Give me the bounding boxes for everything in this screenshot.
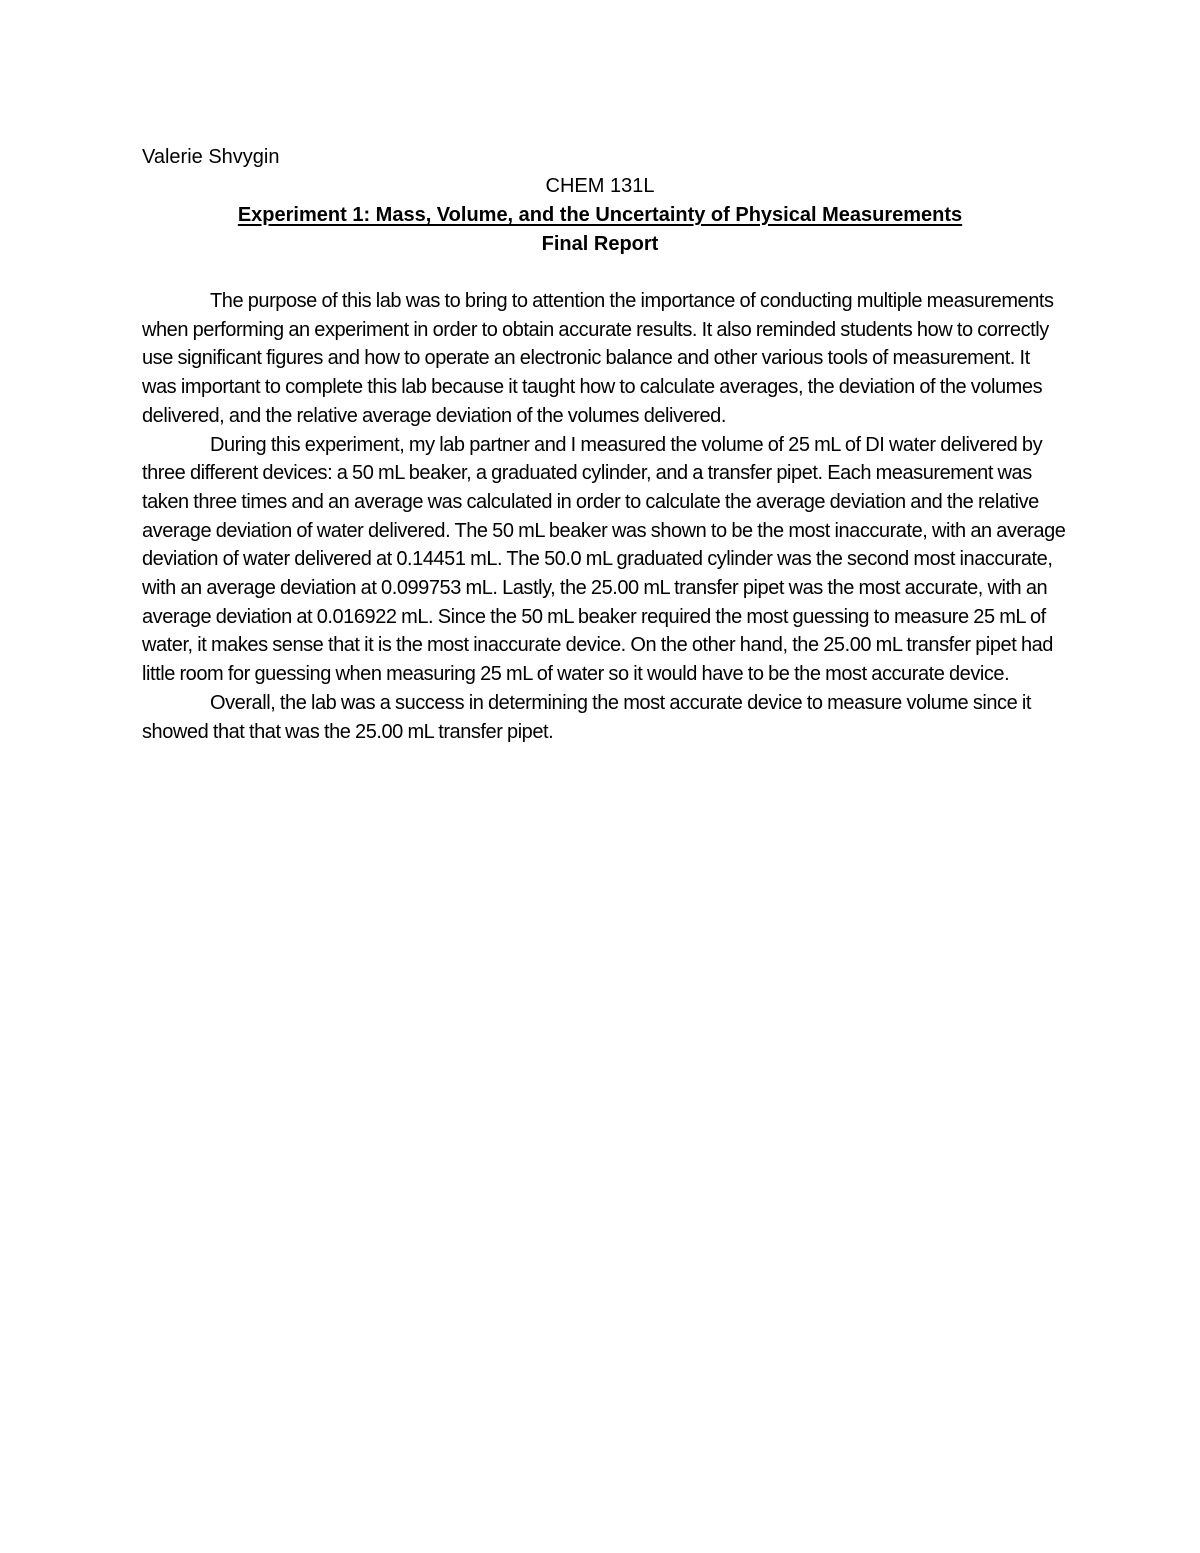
paragraph-purpose: The purpose of this lab was to bring to attention the importance of conducting multiple measurements when performing an experiment in order to obtain accurate results. It also reminded students how to correctly use significant figures and how to operate an electronic balance and other various tools of measurement. It was important to complete this lab because it taught how to calculate averages, the deviation of the volumes delivered, and the relative average deviation of the volumes delivered. [142, 290, 1054, 427]
paragraph-conclusion: Overall, the lab was a success in determining the most accurate device to measure volume since it showed that that was the 25.00 mL transfer pipet. [142, 691, 1031, 743]
author-name: Valerie Shvygin [142, 146, 280, 168]
report-body [142, 287, 1067, 746]
course-code: CHEM 131L [545, 175, 655, 197]
paragraph-procedure-results: During this experiment, my lab partner and I measured the volume of 25 mL of DI water delivered by three different devices: a 50 mL beaker, a graduated cylinder, and a transfer pipet. Each measurement was taken three times and an average was calculated in order to calculate the average deviation and the relative average deviation of water delivered. The 50 mL beaker was shown to be the most inaccurate, with an average deviation of water delivered at 0.14451 mL. The 50.0 mL graduated cylinder was the second most inaccurate, with an average deviation at 0.099753 mL. Lastly, the 25.00 mL transfer pipet was the most accurate, with an average deviation at 0.016922 mL. Since the 50 mL beaker required the most guessing to measure 25 mL of water, it makes sense that it is the most inaccurate device. On the other hand, the 25.00 mL transfer pipet had little room for guessing when measuring 25 mL of water so it would have to be the most accurate device. [142, 433, 1066, 686]
report-type: Final Report [541, 233, 659, 255]
experiment-title: Experiment 1: Mass, Volume, and the Uncertainty of Physical Measurements [237, 204, 963, 226]
